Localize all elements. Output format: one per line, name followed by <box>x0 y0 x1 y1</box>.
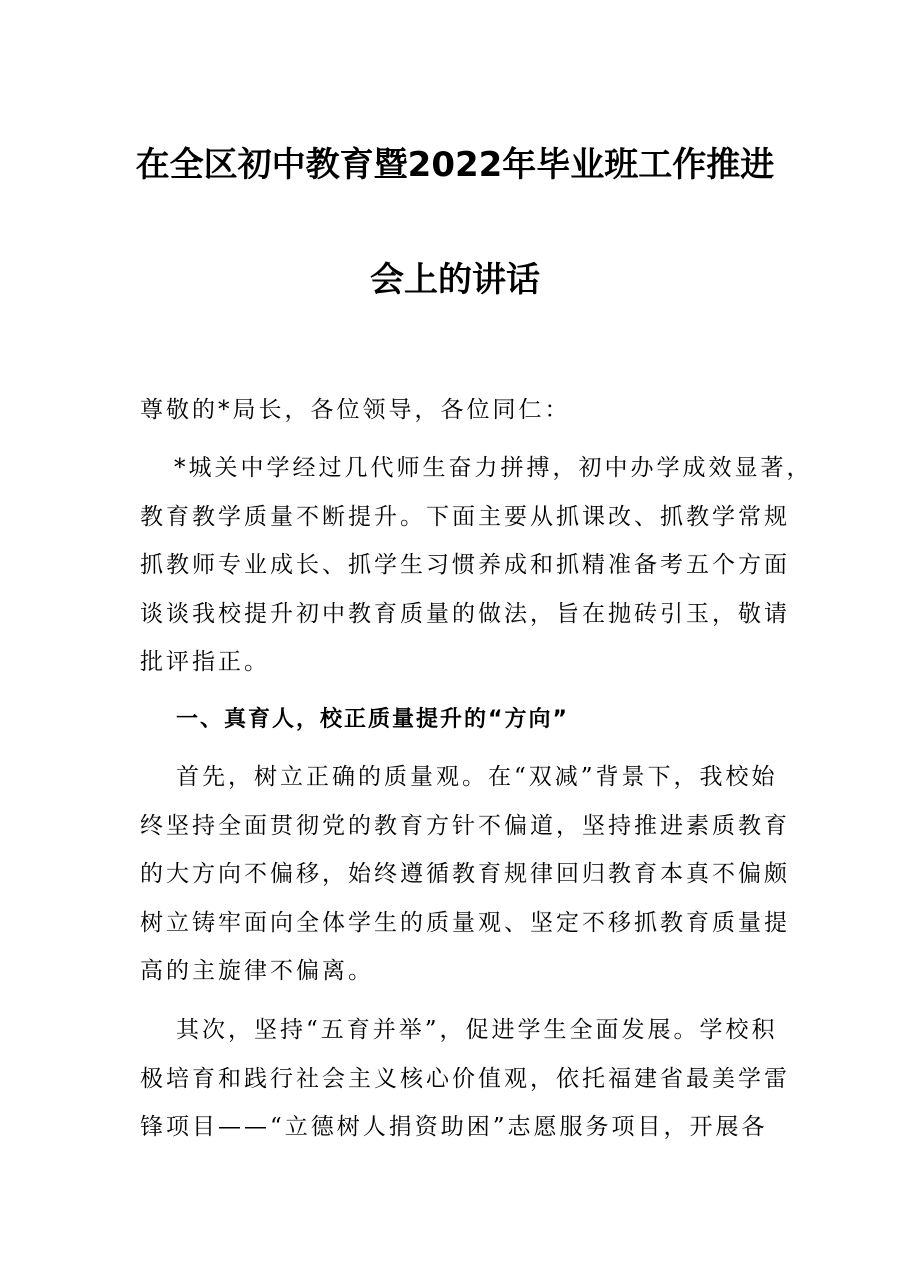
paragraph-line: 批评指正。 <box>140 649 270 675</box>
document-title-line-2: 会上的讲话 <box>370 260 540 300</box>
paragraph-line: 抓教师专业成长、抓学生习惯养成和抓精准备考五个方面 <box>140 552 790 578</box>
paragraph-line: 其次，坚持“五育并举”，促进学生全面发展。学校积 <box>176 1017 778 1043</box>
paragraph-line: 谈谈我校提升初中教育质量的做法，旨在抛砖引玉，敬请 <box>140 600 790 627</box>
paragraph-line: 高的主旋律不偏离。 <box>140 958 374 984</box>
salutation: 尊敬的*局长，各位领导，各位同仁： <box>140 397 571 423</box>
paragraph-five-education <box>140 1006 790 1152</box>
paragraph-line: 锋项目——“立德树人捐资助困”志愿服务项目，开展各 <box>140 1114 768 1140</box>
paragraph-line: 极培育和践行社会主义核心价值观，依托福建省最美学雷 <box>140 1065 790 1092</box>
paragraph-line: *城关中学经过几代师生奋力拼搏，初中办学成效显著， <box>174 455 813 481</box>
paragraph-line: 树立铸牢面向全体学生的质量观、坚定不移抓教育质量提 <box>140 909 790 936</box>
paragraph-line: 终坚持全面贯彻党的教育方针不偏道，坚持推进素质教育 <box>140 812 790 839</box>
paragraph-line: 的大方向不偏移，始终遵循教育规律回归教育本真不偏颇 <box>140 861 790 887</box>
paragraph-quality-view <box>140 753 790 996</box>
document-title-line-1: 在全区初中教育暨2022年毕业班工作推进 <box>135 145 775 185</box>
paragraph-line: 首先，树立正确的质量观。在“双减”背景下，我校始 <box>176 764 778 790</box>
section-heading: 一、真育人，校正质量提升的“方向” <box>176 707 569 732</box>
paragraph-intro <box>140 444 813 687</box>
paragraph-line: 教育教学质量不断提升。下面主要从抓课改、抓教学常规 <box>140 503 790 530</box>
